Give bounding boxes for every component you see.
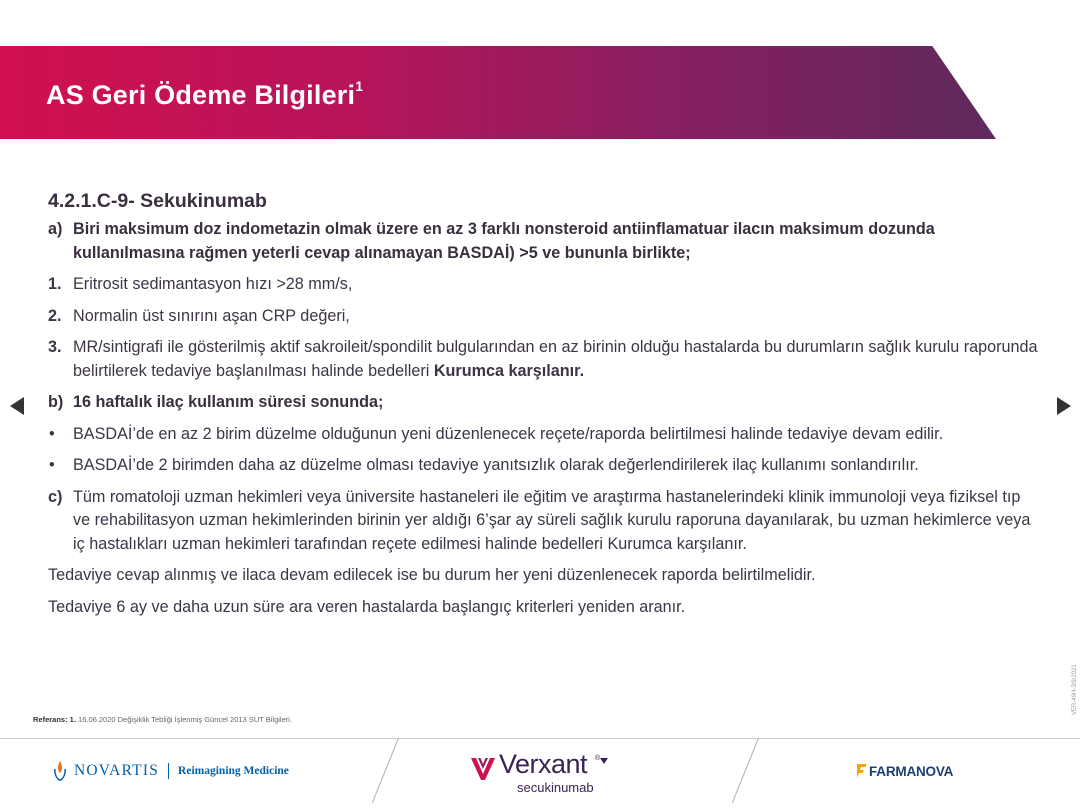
- page-title: [46, 78, 363, 111]
- criterion-a-text: Biri maksimum doz indometazin olmak üzere en az 3 farklı nonsteroid antiinflamatuar ilacın maksimum dozunda kullanılmasına rağmen yeterli cevap alınamayan: [73, 220, 935, 262]
- section-heading: 4.2.1.C-9- Sekukinumab: [48, 190, 267, 212]
- criterion-a-marker: a): [48, 220, 63, 238]
- footer-slash-divider: [372, 738, 399, 803]
- criterion-b-text: 16 haftalık ilaç kullanım süresi sonunda;: [73, 393, 384, 411]
- criterion-a: [48, 218, 1038, 265]
- reference-label: Referans: 1.: [33, 715, 76, 724]
- reference-footnote: [33, 715, 292, 724]
- criterion-c: [48, 486, 1038, 557]
- criterion-a-tail: ) >5 ve bununla birlikte;: [509, 243, 691, 262]
- novartis-separator: [168, 763, 169, 779]
- farmanova-logo: [856, 763, 953, 779]
- reference-text: 16.06.2020 Değişiklik Tebliği İşlenmiş Güncel 2013 SUT Bilgileri.: [75, 715, 293, 724]
- slide-content: [48, 188, 1038, 627]
- verxant-triangle-icon: [600, 758, 608, 764]
- verxant-generic-name: secukinumab: [517, 780, 594, 795]
- criterion-3-emphasis: Kurumca karşılanır.: [433, 361, 585, 380]
- criterion-b-marker: b): [48, 393, 64, 411]
- closing-note-2: Tedaviye 6 ay ve daha uzun süre ara veren hastalarda başlangıç kriterleri yeniden aranır.: [48, 597, 686, 616]
- bullet-text: BASDAİ’de en az 2 birim düzelme olduğunun yeni düzenlenecek reçete/raporda belirtilmesi halinde tedaviye devam edilir.: [73, 424, 944, 443]
- novartis-name: NOVARTIS: [74, 762, 160, 779]
- bullet-text: BASDAİ’de 2 birimden daha az düzelme olması tedaviye yanıtsızlık olarak değerlendirilerek ilaç kullanımı sonlandırılır.: [73, 456, 919, 474]
- bullet-item: [48, 454, 1038, 478]
- title-reference-marker: 1: [355, 78, 364, 94]
- closing-note-1: Tedaviye cevap alınmış ve ilaca devam edilecek ise bu durum her yeni düzenlenecek raporda belirtilmelidir.: [48, 566, 816, 584]
- footer-divider-line: [0, 738, 1080, 739]
- criterion-b: [48, 391, 1038, 415]
- criterion-2-text: Normalin üst sınırını aşan CRP değeri,: [73, 306, 350, 325]
- farmanova-mark-icon: [856, 763, 868, 779]
- novartis-logo: [53, 760, 289, 782]
- criterion-3: [48, 336, 1038, 383]
- novartis-flame-icon: [53, 760, 67, 782]
- previous-slide-arrow-icon[interactable]: [10, 397, 24, 415]
- criterion-3-text: MR/sintigrafi ile gösterilmiş aktif sakroileit/spondilit bulgularından en az birinin olduğu hastalarda bu durumların sağlık kurulu raporunda belirtilerek tedaviye başlanılması halinde bedelleri: [73, 338, 1038, 380]
- novartis-tagline: Reimagining Medicine: [178, 765, 289, 777]
- page-title-text: AS Geri Ödeme Bilgileri: [46, 80, 356, 110]
- criterion-3-marker: 3.: [48, 338, 62, 356]
- criterion-c-marker: c): [48, 487, 63, 506]
- bullet-item: [48, 423, 1038, 447]
- verxant-logo: [470, 749, 615, 802]
- criterion-1-text: Eritrosit sedimantasyon hızı >28 mm/s,: [73, 275, 353, 293]
- verxant-v-mark-icon: [470, 755, 496, 781]
- document-code: VER-49H-3/9/2021: [1072, 664, 1078, 715]
- criterion-c-text: Tüm romatoloji uzman hekimleri veya üniversite hastaneleri ile eğitim ve araştırma hastanelerindeki klinik immunoloji veya fiziksel tıp ve rehabilitasyon uzman hekimlerinden birinin yer aldığı 6’şar ay süreli sağlık kurulu raporuna dayanılarak, bu uzman hekimlerce veya iç hastalıkları uzman hekimleri tarafından reçete edilmesi halinde bedelleri Kurumca karşılanır.: [73, 487, 1031, 553]
- footer-slash-divider: [732, 738, 759, 803]
- bullet-marker: •: [49, 424, 55, 443]
- criterion-2-marker: 2.: [48, 306, 62, 325]
- criterion-a-basdai: BASDAİ: [447, 243, 510, 262]
- criterion-1-marker: 1.: [48, 275, 62, 293]
- verxant-registered-mark: ®: [595, 755, 601, 762]
- criterion-2: [48, 305, 1038, 329]
- criterion-1: [48, 273, 1038, 297]
- verxant-name: Verxant: [499, 749, 588, 779]
- farmanova-name: FARMANOVA: [869, 763, 954, 779]
- bullet-marker: •: [49, 456, 55, 474]
- next-slide-arrow-icon[interactable]: [1057, 397, 1071, 415]
